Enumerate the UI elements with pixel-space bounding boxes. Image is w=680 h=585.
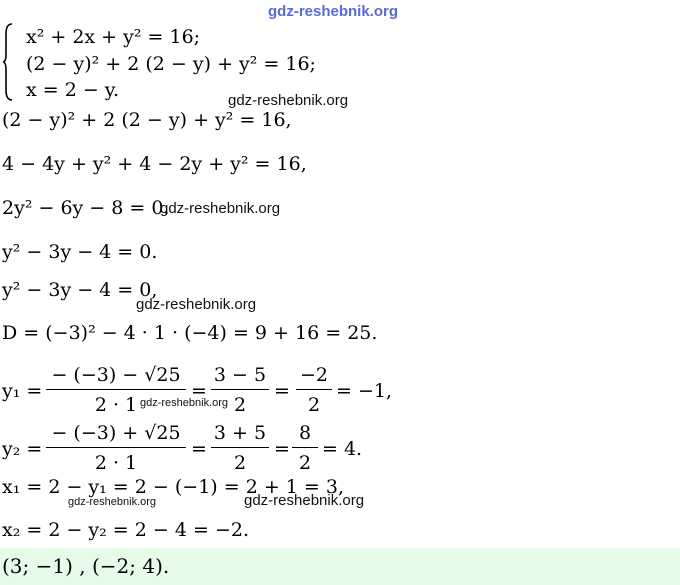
y1-denominator-3: 2 <box>307 394 321 416</box>
y2-fraction-bar-2 <box>211 447 269 448</box>
y1-lhs: y₁ = <box>2 380 43 402</box>
watermark-5: gdz-reshebnik.org <box>68 496 157 508</box>
watermark-4: gdz-reshebnik.org <box>140 397 229 409</box>
y1-denominator-1: 2 · 1 <box>94 394 138 416</box>
discriminant-line: D = (−3)² − 4 · 1 · (−4) = 9 + 16 = 25. <box>2 322 378 344</box>
y1-result: = −1, <box>336 380 393 402</box>
y2-denominator-2: 2 <box>233 452 247 474</box>
y1-equals-1: = <box>191 380 207 402</box>
watermark-1: gdz-reshebnik.org <box>228 92 349 109</box>
watermark-2: gdz-reshebnik.org <box>160 200 281 217</box>
y2-fraction-bar-1 <box>46 447 186 448</box>
y2-denominator-3: 2 <box>298 452 312 474</box>
y2-result: = 4. <box>322 438 363 460</box>
watermark-top: gdz-reshebnik.org <box>268 3 399 20</box>
system-row-3: x = 2 − y. <box>26 79 120 101</box>
system-row-1: x² + 2x + y² = 16; <box>26 26 201 48</box>
watermark-6: gdz-reshebnik.org <box>244 492 365 509</box>
y1-fraction-bar-3 <box>296 389 332 390</box>
y1-fraction-bar-2 <box>211 389 269 390</box>
y2-equals-2: = <box>274 438 290 460</box>
y1-denominator-2: 2 <box>233 394 247 416</box>
system-row-2: (2 − y)² + 2 (2 − y) + y² = 16; <box>26 53 316 75</box>
equation-line-1: (2 − y)² + 2 (2 − y) + y² = 16, <box>2 109 292 131</box>
y2-fraction-bar-3 <box>292 447 318 448</box>
y2-numerator-1: − (−3) + √25 <box>51 422 181 444</box>
y2-numerator-2: 3 + 5 <box>213 422 267 444</box>
answer-box <box>0 548 680 585</box>
equation-line-3: 2y² − 6y − 8 = 0. <box>2 197 170 219</box>
equation-line-5: y² − 3y − 4 = 0, <box>2 279 158 301</box>
y2-denominator-1: 2 · 1 <box>94 452 138 474</box>
answer-text: (3; −1) , (−2; 4). <box>2 554 170 578</box>
equation-line-2: 4 − 4y + y² + 4 − 2y + y² = 16, <box>2 153 307 175</box>
y1-numerator-3: −2 <box>299 364 328 386</box>
system-brace <box>2 22 16 107</box>
y1-equals-2: = <box>274 380 290 402</box>
y2-lhs: y₂ = <box>2 438 43 460</box>
y1-numerator-2: 3 − 5 <box>213 364 267 386</box>
equation-line-4: y² − 3y − 4 = 0. <box>2 241 158 263</box>
watermark-3: gdz-reshebnik.org <box>136 296 257 313</box>
x1-line: x₁ = 2 − y₁ = 2 − (−1) = 2 + 1 = 3, <box>2 476 344 498</box>
y2-equals-1: = <box>191 438 207 460</box>
x2-line: x₂ = 2 − y₂ = 2 − 4 = −2. <box>2 519 249 541</box>
y2-numerator-3: 8 <box>298 422 312 444</box>
y1-numerator-1: − (−3) − √25 <box>51 364 181 386</box>
y1-fraction-bar-1 <box>46 389 186 390</box>
